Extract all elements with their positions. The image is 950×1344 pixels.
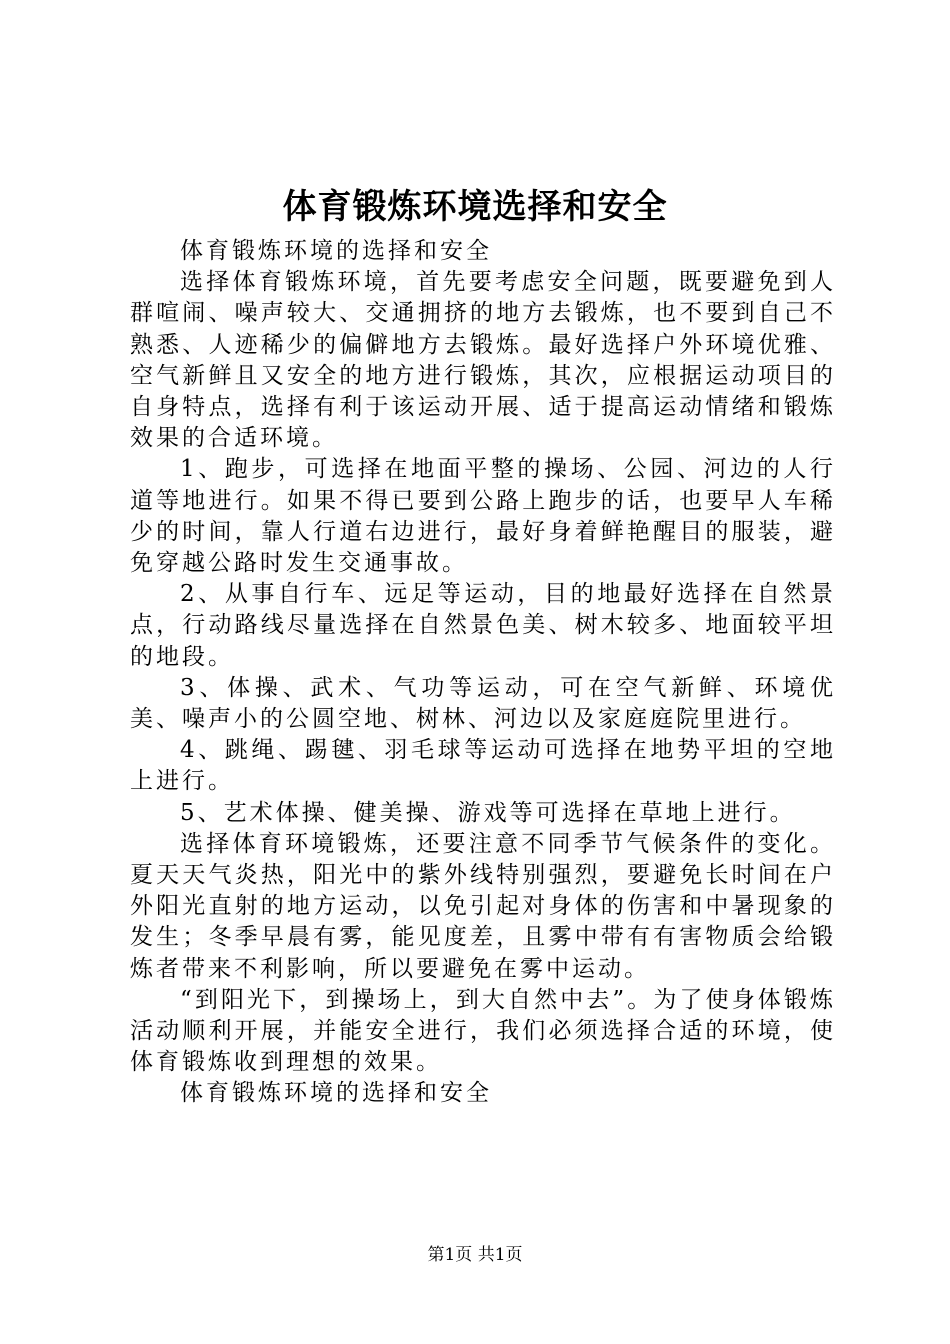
paragraph: 体育锻炼环境的选择和安全 [180,238,492,264]
paragraph: 4、跳绳、踢毽、羽毛球等运动可选择在地势平坦的空地上进行。 [130,737,836,795]
paragraph: 选择体育锻炼环境，首先要考虑安全问题，既要避免到人群喧闹、噪声较大、交通拥挤的地方去锻炼，也不要到自己不熟悉、人迹稀少的偏僻地方去锻炼。最好选择户外环境优雅、空气新鲜且又安全的地方进行锻炼，其次，应根据运动项目的自身特点，选择有利于该运动开展、适于提高运动情绪和锻炼效果的合适环境。 [130,269,836,452]
paragraph: 2、从事自行车、远足等运动，目的地最好选择在自然景点，行动路线尽量选择在自然景色美、树木较多、地面较平坦的地段。 [130,581,836,670]
document-title: 体育锻炼环境选择和安全 [282,187,668,227]
page-footer: 第1页 共1页 [427,1245,523,1265]
paragraph: “到阳光下，到操场上，到大自然中去”。为了使身体锻炼活动顺利开展，并能安全进行，我们必须选择合适的环境，使体育锻炼收到理想的效果。 [130,986,836,1076]
paragraph: 3、体操、武术、气功等运动，可在空气新鲜、环境优美、噪声小的公圆空地、树林、河边以及家庭庭院里进行。 [130,674,836,733]
paragraph: 体育锻炼环境的选择和安全 [180,1080,492,1107]
paragraph: 选择体育环境锻炼，还要注意不同季节气候条件的变化。夏天天气炎热，阳光中的紫外线特别强烈，要避免长时间在户外阳光直射的地方运动，以免引起对身体的伤害和中暑现象的发生；冬季早晨有雾，能见度差，且雾中带有有害物质会给锻炼者带来不利影响，所以要避免在雾中运动。 [130,830,836,982]
paragraph: 1、跑步，可选择在地面平整的操场、公园、河边的人行道等地进行。如果不得已要到公路上跑步的话，也要早人车稀少的时间，靠人行道右边进行，最好身着鲜艳醒目的服装，避免穿越公路时发生交通事故。 [130,456,836,577]
paragraph: 5、艺术体操、健美操、游戏等可选择在草地上进行。 [180,799,796,826]
document-body [130,236,836,1110]
